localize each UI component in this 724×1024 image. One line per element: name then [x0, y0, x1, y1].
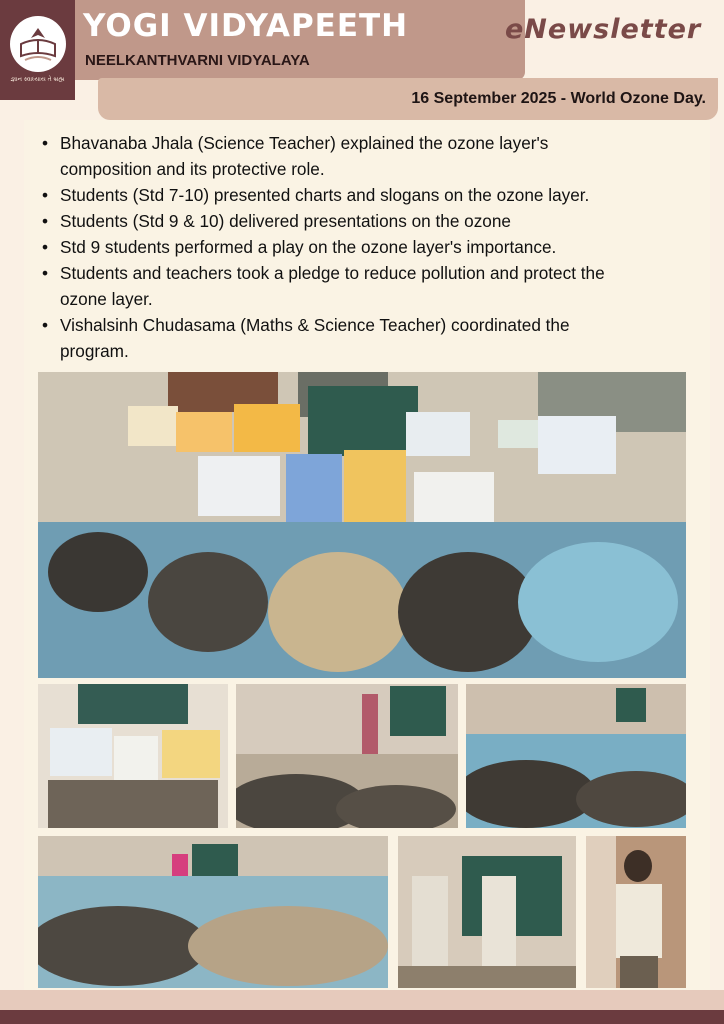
event-date-line: 16 September 2025 - World Ozone Day. [411, 90, 706, 107]
photo-students-presenting [398, 836, 576, 988]
photo-teacher-speaking [236, 684, 458, 828]
bullet-item-continuation: composition and its protective role. [60, 159, 325, 179]
bullet-item: • Students and teachers took a pledge to reduce pollution and protect the [42, 263, 605, 283]
date-bar [98, 78, 718, 120]
newsletter-subtitle: NEELKANTHVARNI VIDYALAYA [85, 52, 310, 69]
bullet-item-continuation: program. [60, 341, 129, 361]
logo-caption: જ્ઞાન સ્વાધ્યાય તે બ્રહ્મ [10, 76, 65, 83]
newsletter-title: YOGI VIDYAPEETH [83, 8, 409, 44]
title-banner [75, 0, 525, 80]
photo-student-speaker [586, 836, 686, 988]
bullet-item: • Bhavanaba Jhala (Science Teacher) explained the ozone layer's [42, 133, 549, 153]
logo-emblem-icon [10, 16, 66, 72]
bullet-item: • Students (Std 7-10) presented charts and slogans on the ozone layer. [42, 185, 590, 205]
photo-assembly-side [466, 684, 686, 828]
event-bullet-list [44, 130, 684, 364]
bullet-item-continuation: ozone layer. [60, 289, 153, 309]
footer-strip [0, 1010, 724, 1024]
photo-students-holding-charts [38, 684, 228, 828]
enewsletter-badge: eNewsletter [505, 14, 702, 45]
bullet-item: • Vishalsinh Chudasama (Maths & Science Teacher) coordinated the [42, 315, 570, 335]
photo-hall-audience [38, 836, 388, 988]
bullet-item: • Std 9 students performed a play on the ozone layer's importance. [42, 237, 557, 257]
school-logo [0, 0, 75, 100]
bullet-item: • Students (Std 9 & 10) delivered presentations on the ozone [42, 211, 511, 231]
photo-main-chart-display [38, 372, 686, 678]
